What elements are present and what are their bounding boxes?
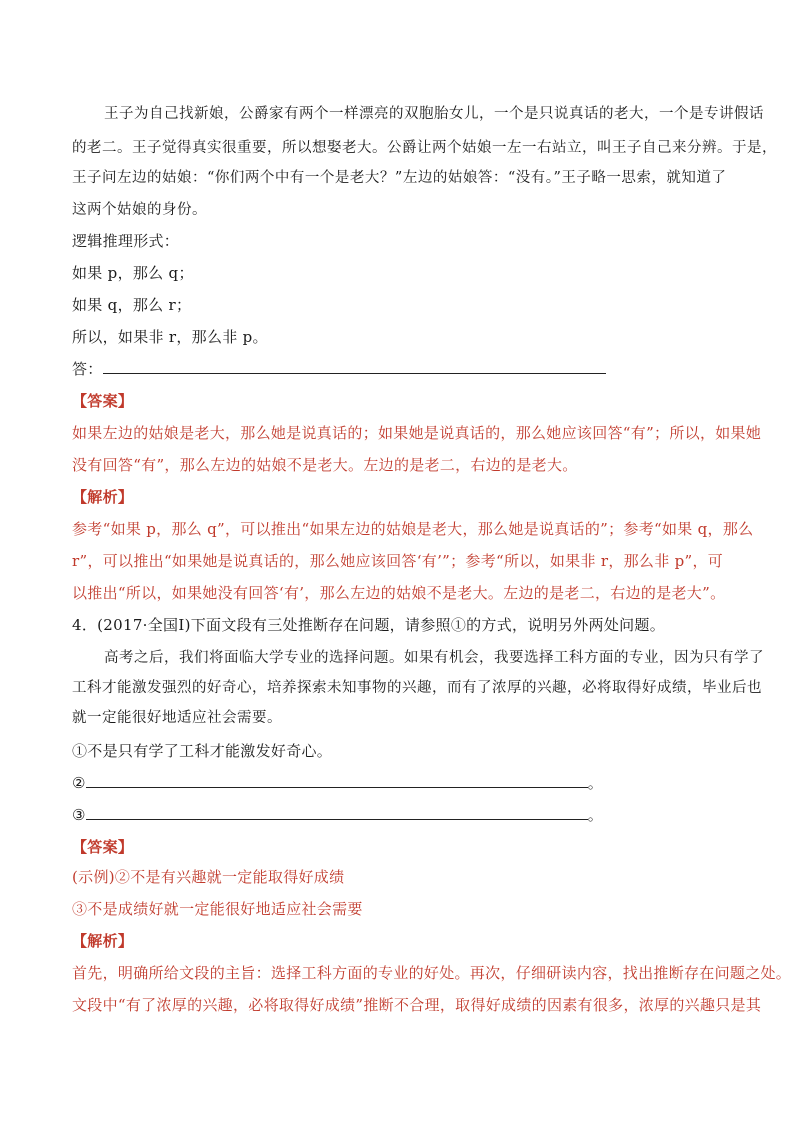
q4-passage-line-2: 工科才能激发强烈的好奇心，培养探索未知事物的兴趣，而有了浓厚的兴趣，必将取得好成绩，毕业后也	[72, 680, 762, 696]
passage-line-2: 的老二。王子觉得真实很重要，所以想娶老大。公爵让两个姑娘一左一右站立，叫王子自己来分辨。于是，	[72, 140, 777, 156]
q4-passage-line-3: 就一定能很好地适应社会需要。	[72, 710, 282, 726]
q4-item-1: ①不是只有学了工科才能激发好奇心。	[72, 742, 333, 760]
logic-conclusion: 所以，如果非 r，那么非 p。	[72, 328, 268, 346]
q4-analysis-heading: 【解析】	[72, 932, 134, 950]
q4-passage-line-1: 高考之后，我们将面临大学专业的选择问题。如果有机会，我要选择工科方面的专业，因为只有学了	[104, 650, 764, 666]
answer-prompt-line	[72, 358, 606, 379]
q4-analysis-line-2: 文段中“有了浓厚的兴趣，必将取得好成绩”推断不合理，取得好成绩的因素有很多，浓厚的兴趣只是其	[72, 996, 762, 1014]
analysis-heading: 【解析】	[72, 488, 134, 506]
q4-answer-heading: 【答案】	[72, 838, 134, 856]
q4-item-3-end: 。	[587, 806, 604, 824]
answer-prompt-label: 答：	[72, 360, 103, 378]
q4-item-3-blank	[86, 818, 588, 820]
passage-line-3: 王子问左边的姑娘：“你们两个中有一个是老大？”左边的姑娘答：“没有。”王子略一思索，就知道了	[72, 170, 727, 186]
q4-item-2-marker: ②	[72, 774, 86, 792]
passage-line-4: 这两个姑娘的身份。	[72, 202, 207, 218]
answer-text-line-2: 没有回答“有”，那么左边的姑娘不是老大。左边的是老二，右边的是老大。	[72, 456, 578, 474]
q4-item-2-line	[72, 772, 603, 793]
question-4-stem: 4．(2017·全国Ⅰ)下面文段有三处推断存在问题，请参照①的方式，说明另外两处问题。	[72, 616, 666, 634]
logic-premise-1: 如果 p，那么 q；	[72, 264, 194, 282]
answer-blank	[103, 372, 606, 374]
analysis-text-line-2: r”，可以推出“如果她是说真话的，那么她应该回答‘有’”；参考“所以，如果非 r，那么非 p”，可	[72, 552, 724, 570]
answer-text-line-1: 如果左边的姑娘是老大，那么她是说真话的；如果她是说真话的，那么她应该回答“有”；所以，如果她	[72, 424, 762, 442]
q4-answer-line-1: (示例)②不是有兴趣就一定能取得好成绩	[72, 868, 345, 886]
analysis-text-line-3: 以推出“所以，如果她没有回答‘有’，那么左边的姑娘不是老大。左边的是老二，右边的是老大”。	[72, 584, 726, 602]
q4-item-2-end: 。	[587, 774, 604, 792]
q4-answer-line-2: ③不是成绩好就一定能很好地适应社会需要	[72, 900, 363, 918]
q4-item-3-line	[72, 804, 603, 825]
logic-form-heading: 逻辑推理形式：	[72, 232, 180, 250]
analysis-text-line-1: 参考“如果 p，那么 q”，可以推出“如果左边的姑娘是老大，那么她是说真话的”；参考“如果 q，那么	[72, 520, 754, 538]
q4-item-3-marker: ③	[72, 806, 86, 824]
answer-heading: 【答案】	[72, 392, 134, 410]
passage-line-1: 王子为自己找新娘，公爵家有两个一样漂亮的双胞胎女儿，一个是只说真话的老大，一个是专讲假话	[104, 106, 764, 122]
logic-premise-2: 如果 q，那么 r；	[72, 296, 192, 314]
q4-analysis-line-1: 首先，明确所给文段的主旨：选择工科方面的专业的好处。再次，仔细研读内容，找出推断存在问题之处。	[72, 964, 792, 982]
q4-item-2-blank	[86, 786, 588, 788]
